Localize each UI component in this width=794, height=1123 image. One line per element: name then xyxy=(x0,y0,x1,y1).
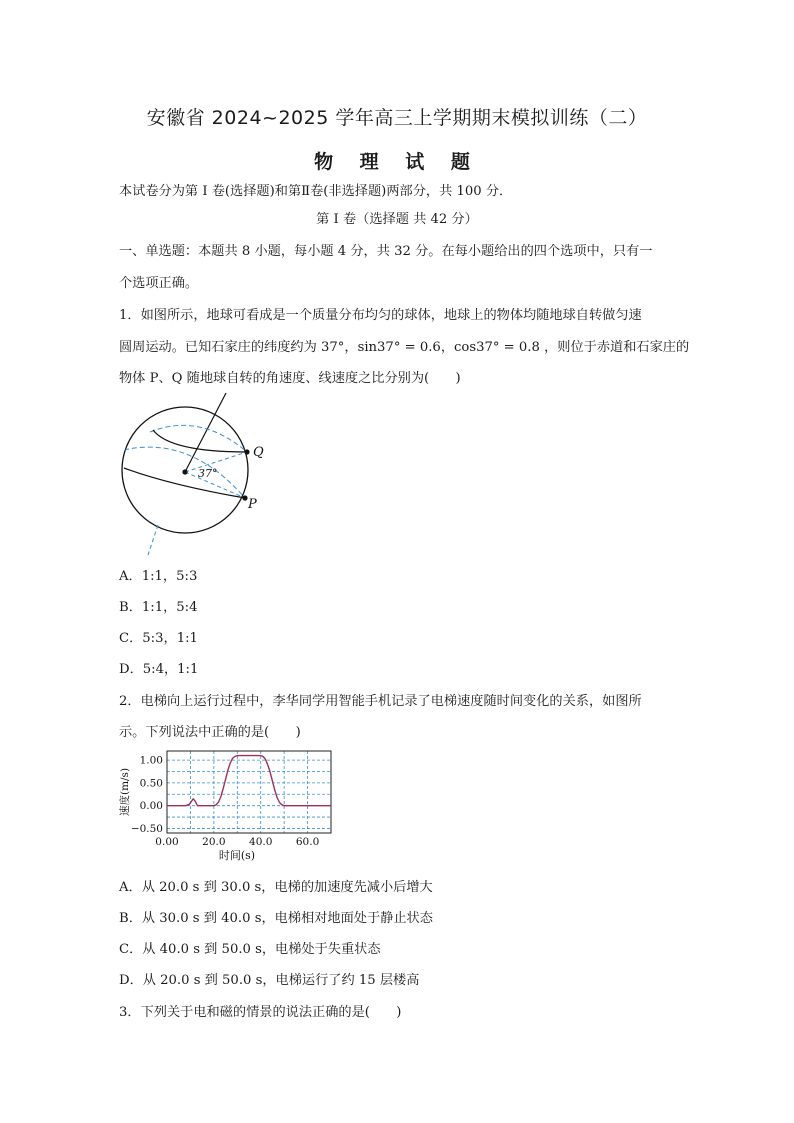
point-p xyxy=(242,495,247,500)
q1-stem-line3: 物体 P、Q 随地球自转的角速度、线速度之比分别为( ) xyxy=(119,371,461,386)
y-tick-label: −0.50 xyxy=(130,822,163,835)
x-tick-label: 60.0 xyxy=(295,836,320,848)
q1-option-d: D．5:4，1:1 xyxy=(119,662,199,677)
section1-heading-cont: 个选项正确。 xyxy=(119,276,199,291)
label-q: Q xyxy=(253,445,264,460)
q2-option-d: D．从 20.0 s 到 50.0 s，电梯运行了约 15 层楼高 xyxy=(119,973,420,988)
label-p: P xyxy=(248,497,257,512)
q1-stem-line1: 1．如图所示，地球可看成是一个质量分布均匀的球体，地球上的物体均随地球自转做匀速 xyxy=(119,308,642,323)
subject-title: 物 理 试 题 xyxy=(314,151,480,173)
q2-stem-line1: 2．电梯向上运行过程中，李华同学用智能手机记录了电梯速度随时间变化的关系，如图所 xyxy=(119,694,642,709)
y-tick-label: 0.50 xyxy=(139,777,163,790)
angle-label: 37° xyxy=(198,467,218,480)
x-axis-label: 时间(s) xyxy=(218,849,256,862)
q2-stem-line2: 示。下列说法中正确的是( ) xyxy=(119,725,301,740)
q1-earth-figure xyxy=(110,390,280,560)
x-tick-label: 20.0 xyxy=(202,836,226,848)
y-axis-label: 速度(m/s) xyxy=(119,767,131,817)
page-title: 安徽省 2024~2025 学年高三上学期期末模拟训练（二） xyxy=(146,107,648,129)
intro-text: 本试卷分为第 I 卷(选择题)和第Ⅱ卷(非选择题)两部分，共 100 分． xyxy=(119,184,513,199)
q2-option-c: C．从 40.0 s 到 50.0 s，电梯处于失重状态 xyxy=(119,942,381,957)
y-tick-label: 0.00 xyxy=(139,800,163,813)
section1-heading: 一、单选题：本题共 8 小题，每小题 4 分，共 32 分。在每小题给出的四个选项中，只有一 xyxy=(119,244,653,259)
y-tick-label: 1.00 xyxy=(139,754,163,767)
point-q xyxy=(244,449,249,454)
velocity-time-chart xyxy=(115,745,340,865)
q1-option-b: B．1:1，5:4 xyxy=(119,600,198,615)
part1-heading: 第 I 卷（选择题 共 42 分） xyxy=(316,212,478,227)
plot-frame xyxy=(167,751,331,833)
q1-option-a: A．1:1，5:3 xyxy=(119,569,198,584)
axis-extension xyxy=(148,525,158,555)
q1-stem-line2: 圆周运动。已知石家庄的纬度约为 37°，sin37° = 0.6，cos37° = 0.8 ，则位于赤道和石家庄的 xyxy=(119,340,690,355)
velocity-series-line xyxy=(167,756,331,806)
x-tick-label: 0.00 xyxy=(155,836,179,848)
q2-option-b: B．从 30.0 s 到 40.0 s，电梯相对地面处于静止状态 xyxy=(119,911,433,926)
q2-option-a: A．从 20.0 s 到 30.0 s，电梯的加速度先减小后增大 xyxy=(119,880,433,895)
x-tick-label: 40.0 xyxy=(249,836,273,848)
q3-stem-line1: 3．下列关于电和磁的情景的说法正确的是( ) xyxy=(119,1005,402,1020)
q1-option-c: C．5:3，1:1 xyxy=(119,631,198,646)
rotation-axis xyxy=(185,393,226,472)
center-point xyxy=(182,469,187,474)
